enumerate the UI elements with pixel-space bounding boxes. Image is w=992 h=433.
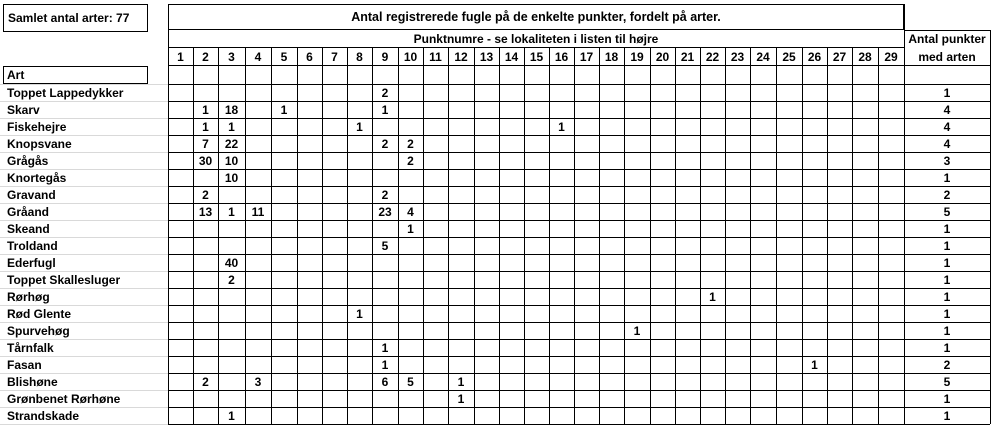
points-with-species: 1	[943, 323, 951, 338]
grid-line	[245, 48, 246, 424]
species-name: Fiskehejre	[7, 119, 67, 134]
species-name: Knortegås	[7, 170, 67, 185]
observation-count: 13	[198, 204, 213, 219]
observation-count: 1	[228, 408, 235, 423]
points-with-species: 1	[943, 289, 951, 304]
observation-count: 1	[202, 119, 209, 134]
point-number-header: 20	[655, 49, 670, 64]
species-name: Ederfugl	[7, 255, 56, 270]
grid-line	[168, 271, 990, 272]
point-number-header: 2	[202, 49, 209, 64]
observation-count: 1	[356, 119, 363, 134]
grid-line	[168, 424, 990, 425]
observation-count: 23	[378, 204, 392, 219]
point-number-header: 14	[504, 49, 519, 64]
observation-count: 1	[407, 221, 414, 236]
points-with-species: 1	[943, 221, 951, 236]
observation-count: 22	[224, 136, 239, 151]
grid-line	[904, 30, 990, 31]
grid-line	[168, 65, 990, 66]
grid-line	[827, 48, 828, 424]
grid-line	[599, 48, 600, 424]
grid-line	[423, 48, 424, 424]
point-number-header: 21	[680, 49, 695, 64]
grid-line	[499, 48, 500, 424]
grid-line	[650, 48, 651, 424]
species-name: Grønbenet Rørhøne	[7, 391, 121, 406]
point-number-header: 25	[782, 49, 796, 64]
observation-count: 1	[558, 119, 565, 134]
species-name: Gravand	[7, 187, 56, 202]
grid-line	[574, 48, 575, 424]
observation-count: 1	[811, 357, 818, 372]
point-number-header: 28	[858, 49, 872, 64]
table-title: Antal registrerede fugle på de enkelte punkter, fordelt på arter.	[351, 9, 721, 24]
species-name: Grågås	[7, 153, 49, 168]
grid-line	[776, 48, 777, 424]
grid-line	[700, 48, 701, 424]
grid-line	[168, 220, 990, 221]
point-number-header: 7	[331, 49, 338, 64]
observation-count: 1	[381, 357, 389, 372]
grid-line	[168, 288, 990, 289]
grid-line	[168, 356, 990, 357]
grid-line	[322, 48, 323, 424]
observation-count: 2	[381, 187, 389, 202]
point-number-header: 18	[604, 49, 619, 64]
grid-line	[168, 135, 990, 136]
species-name: Toppet Lappedykker	[7, 85, 124, 100]
points-with-species: 4	[943, 119, 951, 134]
species-name: Strandskade	[7, 408, 80, 423]
grid-line	[168, 390, 990, 391]
grid-line	[750, 48, 751, 424]
points-with-species: 1	[943, 340, 951, 355]
observation-count: 1	[457, 391, 465, 406]
species-name: Skarv	[7, 102, 40, 117]
points-with-species: 1	[943, 238, 951, 253]
observation-count: 2	[381, 85, 389, 100]
points-with-species: 3	[943, 153, 951, 168]
points-with-species: 1	[943, 255, 951, 270]
points-with-species: 5	[943, 374, 951, 389]
observation-count: 1	[381, 102, 389, 117]
grid-line	[168, 407, 990, 408]
grid-line	[675, 48, 676, 424]
grid-line	[168, 118, 990, 119]
grid-line	[168, 339, 990, 340]
species-name: Spurvehøg	[7, 323, 70, 338]
grid-line	[168, 4, 169, 424]
observation-count: 2	[407, 153, 414, 168]
gridline-light	[0, 424, 168, 425]
point-number-header: 22	[705, 49, 720, 64]
grid-line	[878, 48, 879, 424]
grid-line	[297, 48, 298, 424]
points-with-species: 1	[943, 272, 951, 287]
point-number-header: 5	[280, 49, 288, 64]
grid-line	[448, 48, 449, 424]
point-number-header: 17	[579, 49, 594, 64]
grid-line	[624, 48, 625, 424]
point-number-header: 6	[306, 49, 313, 64]
point-number-header: 8	[356, 49, 363, 64]
points-with-species: 1	[943, 85, 951, 100]
points-with-species: 2	[943, 187, 951, 202]
point-number-header: 24	[756, 49, 770, 64]
point-number-header: 27	[832, 49, 847, 64]
grid-line	[168, 237, 990, 238]
total-species-label: Samlet antal arter: 77	[3, 4, 148, 32]
grid-line	[168, 305, 990, 306]
species-name: Rørhøg	[7, 289, 50, 304]
species-name: Tårnfalk	[7, 340, 54, 355]
observation-count: 4	[407, 204, 414, 219]
point-number-header: 29	[884, 49, 898, 64]
species-name: Knopsvane	[7, 136, 72, 151]
observation-count: 1	[356, 306, 363, 321]
grid-line	[168, 169, 990, 170]
observation-count: 6	[381, 374, 389, 389]
observation-count: 1	[709, 289, 716, 304]
point-number-header: 23	[730, 49, 745, 64]
observation-count: 1	[202, 102, 209, 117]
points-with-species: 2	[943, 357, 951, 372]
species-name: Troldand	[7, 238, 58, 253]
points-with-species: 1	[943, 408, 951, 423]
observation-count: 2	[202, 187, 209, 202]
point-number-header: 26	[807, 49, 822, 64]
observation-count: 5	[381, 238, 389, 253]
grid-line	[347, 48, 348, 424]
observation-count: 18	[224, 102, 239, 117]
grid-line	[168, 373, 990, 374]
observation-count: 1	[228, 204, 235, 219]
point-number-header: 9	[381, 49, 389, 64]
grid-line	[852, 48, 853, 424]
point-number-header: 4	[254, 49, 262, 64]
point-number-header: 1	[177, 49, 184, 64]
species-name: Skeand	[7, 221, 50, 236]
species-name: Toppet Skallesluger	[7, 272, 121, 287]
point-number-header: 16	[554, 49, 569, 64]
points-with-species: 1	[943, 391, 951, 406]
point-number-header: 3	[228, 49, 235, 64]
observation-count: 10	[224, 153, 239, 168]
observation-count: 2	[228, 272, 235, 287]
points-with-species: 1	[943, 306, 951, 321]
point-number-header: 11	[429, 49, 442, 64]
count-header-line2: med arten	[918, 49, 976, 64]
grid-line	[474, 48, 475, 424]
observation-count: 7	[202, 136, 209, 151]
species-name: Blishøne	[7, 374, 58, 389]
point-number-header: 15	[529, 49, 544, 64]
species-header: Art	[3, 66, 148, 84]
grid-line	[990, 30, 991, 424]
grid-line	[524, 48, 525, 424]
point-number-header: 10	[403, 49, 418, 64]
count-header-line1: Antal punkter	[908, 32, 986, 46]
observation-count: 2	[202, 374, 209, 389]
points-with-species: 1	[943, 170, 951, 185]
observation-count: 5	[407, 374, 414, 389]
species-name: Rød Glente	[7, 306, 72, 321]
observation-count: 40	[224, 255, 239, 270]
grid-line	[168, 186, 990, 187]
observation-count: 1	[228, 119, 235, 134]
observation-count: 1	[457, 374, 465, 389]
grid-line	[168, 152, 990, 153]
point-number-header: 13	[479, 49, 494, 64]
observation-count: 1	[381, 340, 389, 355]
observation-count: 2	[407, 136, 414, 151]
grid-line	[168, 203, 990, 204]
observation-count: 11	[251, 204, 265, 219]
species-name: Fasan	[7, 357, 42, 372]
observation-count: 3	[254, 374, 262, 389]
grid-line	[168, 84, 990, 85]
grid-line	[725, 48, 726, 424]
species-name: Gråand	[7, 204, 50, 219]
point-number-header: 19	[630, 49, 644, 64]
grid-line	[549, 48, 550, 424]
grid-line	[168, 322, 990, 323]
points-with-species: 4	[943, 102, 951, 117]
observation-count: 1	[633, 323, 641, 338]
grid-line	[168, 254, 990, 255]
points-with-species: 4	[943, 136, 951, 151]
observation-count: 10	[224, 170, 239, 185]
points-with-species: 5	[943, 204, 951, 219]
observation-count: 2	[381, 136, 389, 151]
observation-count: 1	[280, 102, 288, 117]
table-subtitle: Punktnumre - se lokaliteten i listen til højre	[413, 31, 659, 46]
observation-count: 30	[198, 153, 213, 168]
point-number-header: 12	[454, 49, 468, 64]
